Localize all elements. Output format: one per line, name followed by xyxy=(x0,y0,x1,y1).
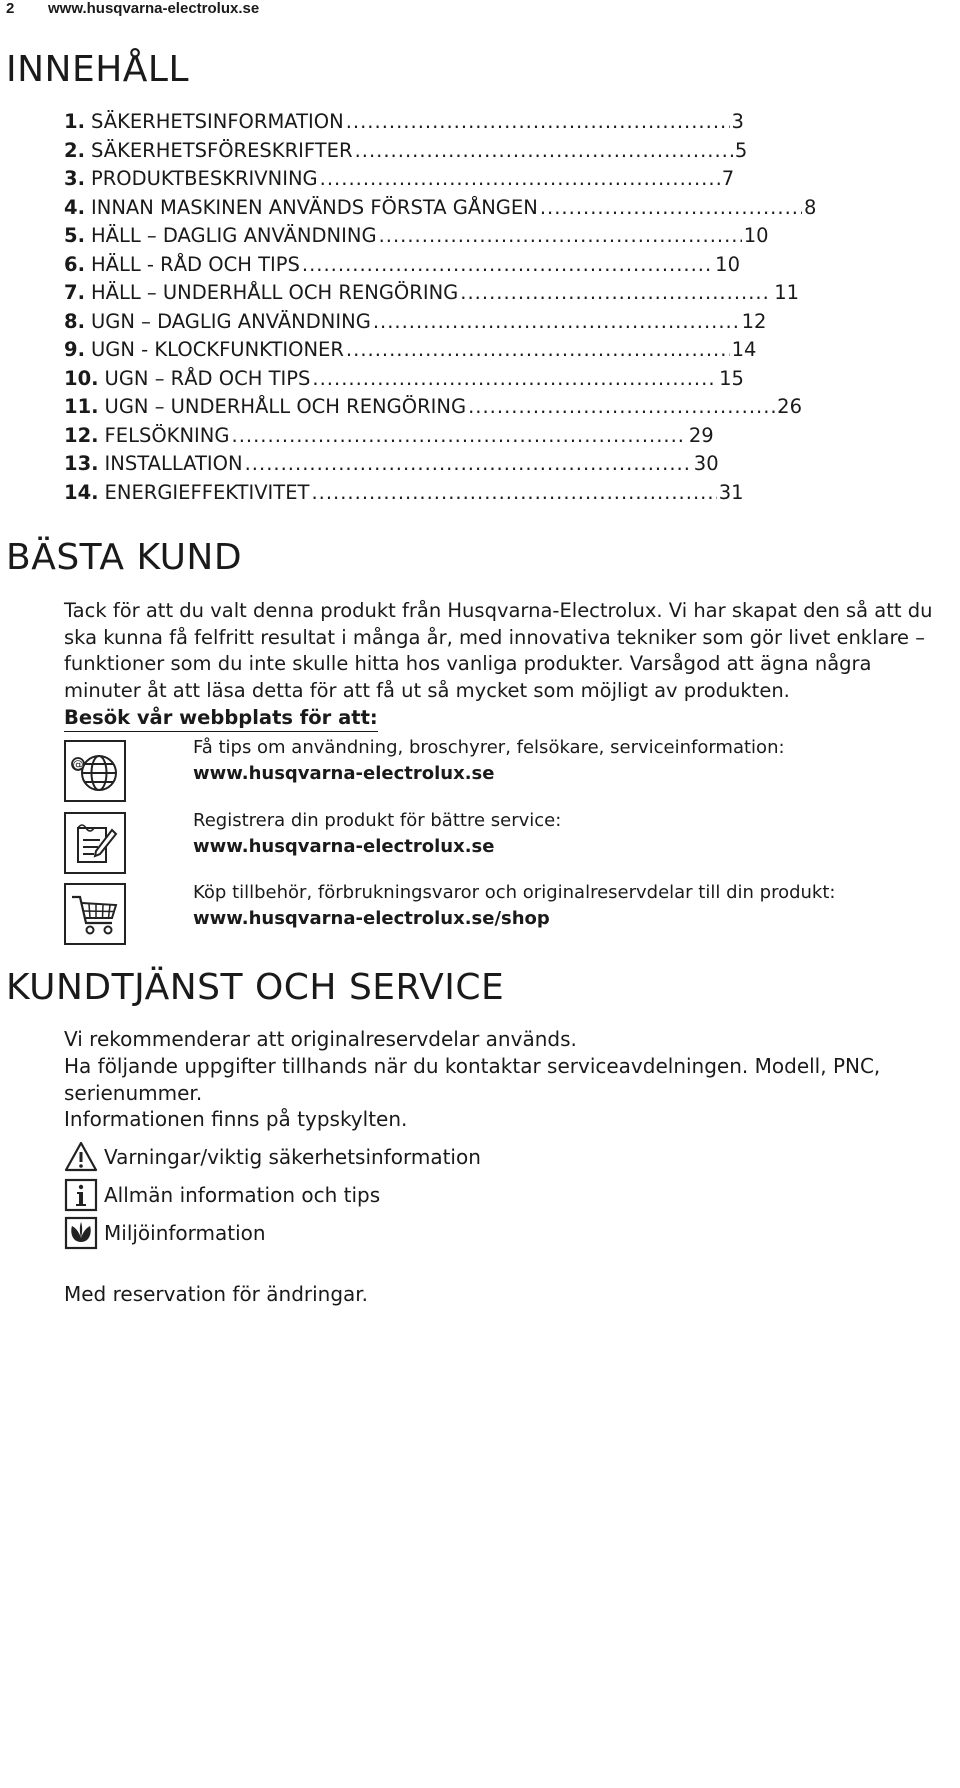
info-icon xyxy=(64,1178,98,1212)
legend-text: Varningar/viktig säkerhetsinformation xyxy=(104,1145,481,1169)
table-of-contents xyxy=(64,108,960,507)
toc-heading: INNEHÅLL xyxy=(6,49,190,90)
legend-text: Allmän information och tips xyxy=(104,1183,381,1207)
warning-triangle-icon xyxy=(64,1140,98,1174)
website-link[interactable]: www.husqvarna-electrolux.se xyxy=(193,763,495,784)
legend-environment xyxy=(64,1216,266,1250)
service-line-1: Vi rekommenderar att originalreservdelar används. xyxy=(64,1027,577,1051)
link-block-web xyxy=(193,735,785,787)
page-number: 2 xyxy=(6,0,15,17)
toc-item[interactable]: 12. FELSÖKNING ..... 29 xyxy=(64,422,960,451)
toc-item[interactable]: 3. PRODUKTBESKRIVNING ..... 7 xyxy=(64,165,960,194)
customer-intro: Tack för att du valt denna produkt från Husqvarna-Electrolux. Vi har skapat den så att du ska kunna få felfritt resultat i många år, med innovativa tekniker som gör livet enklare – funktioner som du inte skulle hitta hos vanliga produkter. Varsågod att ägna några minuter åt att läsa detta för att få ut så mycket som möjligt av produkten. xyxy=(64,599,933,702)
footer-note: Med reservation för ändringar. xyxy=(64,1282,369,1306)
visit-website-label: Besök vår webbplats för att: xyxy=(64,705,378,732)
shop-link[interactable]: www.husqvarna-electrolux.se/shop xyxy=(193,908,550,929)
environment-leaf-icon xyxy=(64,1216,98,1250)
toc-item[interactable]: 14. ENERGIEFFEKTIVITET ..... 31 xyxy=(64,479,960,508)
toc-item[interactable]: 4. INNAN MASKINEN ANVÄNDS FÖRSTA GÅNGEN ..... 8 xyxy=(64,194,960,223)
toc-item[interactable]: 13. INSTALLATION ..... 30 xyxy=(64,450,960,479)
service-line-3: Informationen finns på typskylten. xyxy=(64,1107,408,1131)
header-url[interactable]: www.husqvarna-electrolux.se xyxy=(48,0,260,17)
svg-text:@: @ xyxy=(72,758,84,771)
register-form-icon xyxy=(64,812,126,874)
service-line-2: Ha följande uppgifter tillhands när du kontaktar serviceavdelningen. Modell, PNC, serienummer. xyxy=(64,1054,881,1105)
link-block-register xyxy=(193,808,561,860)
toc-item[interactable]: 6. HÄLL - RÅD OCH TIPS ..... 10 xyxy=(64,251,960,280)
toc-item[interactable]: 10. UGN – RÅD OCH TIPS ..... 15 xyxy=(64,365,960,394)
toc-item[interactable]: 1. SÄKERHETSINFORMATION ..... 3 xyxy=(64,108,960,137)
legend-info xyxy=(64,1178,380,1212)
toc-item[interactable]: 8. UGN – DAGLIG ANVÄNDNING ..... 12 xyxy=(64,308,960,337)
link-block-shop xyxy=(193,880,835,932)
register-link[interactable]: www.husqvarna-electrolux.se xyxy=(193,836,495,857)
legend-text: Miljöinformation xyxy=(104,1221,266,1245)
toc-item[interactable]: 2. SÄKERHETSFÖRESKRIFTER ..... 5 xyxy=(64,137,960,166)
toc-item[interactable]: 7. HÄLL – UNDERHÅLL OCH RENGÖRING ..... 11 xyxy=(64,279,960,308)
customer-heading: BÄSTA KUND xyxy=(6,537,243,578)
toc-item[interactable]: 9. UGN - KLOCKFUNKTIONER ..... 14 xyxy=(64,336,960,365)
toc-item[interactable]: 11. UGN – UNDERHÅLL OCH RENGÖRING ..... 26 xyxy=(64,393,960,422)
shopping-cart-icon xyxy=(64,883,126,945)
link-description: Få tips om användning, broschyrer, felsökare, serviceinformation: xyxy=(193,737,785,758)
link-description: Registrera din produkt för bättre service: xyxy=(193,810,562,831)
legend-warning xyxy=(64,1140,481,1174)
service-heading: KUNDTJÄNST OCH SERVICE xyxy=(6,967,505,1008)
toc-item[interactable]: 5. HÄLL – DAGLIG ANVÄNDNING ..... 10 xyxy=(64,222,960,251)
web-globe-icon xyxy=(64,740,126,802)
link-description: Köp tillbehör, förbrukningsvaror och originalreservdelar till din produkt: xyxy=(193,882,836,903)
